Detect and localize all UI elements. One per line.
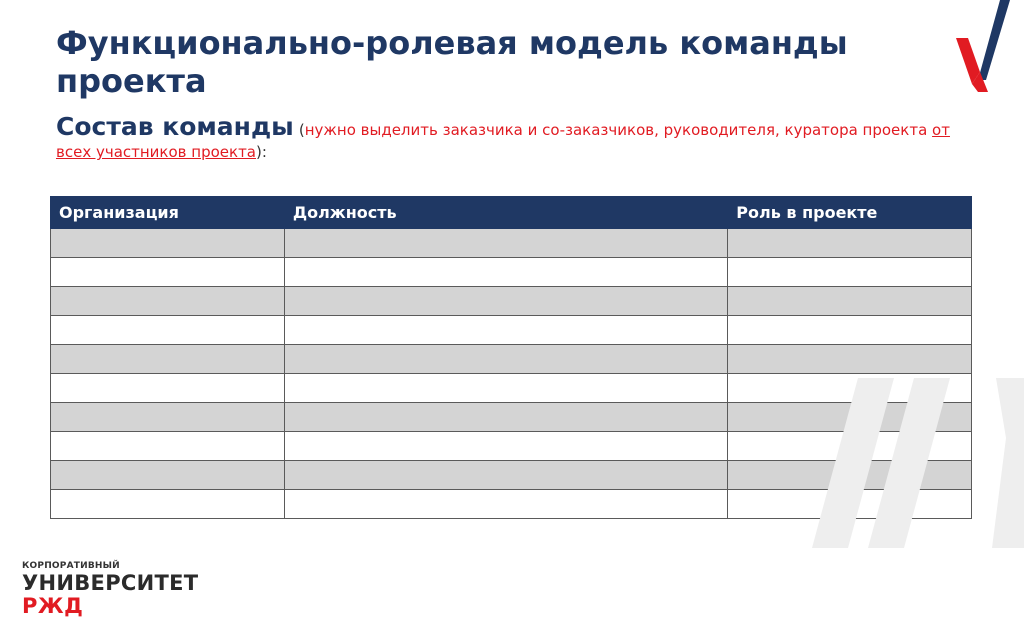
logo-line-corporate: КОРПОРАТИВНЫЙ [22, 561, 120, 571]
table-cell-role[interactable] [728, 345, 972, 374]
table-cell-organization[interactable] [51, 461, 285, 490]
table-cell-position[interactable] [284, 490, 727, 519]
table-cell-role[interactable] [728, 287, 972, 316]
table-cell-organization[interactable] [51, 490, 285, 519]
table-cell-position[interactable] [284, 258, 727, 287]
table-cell-position[interactable] [284, 432, 727, 461]
logo-line-university: УНИВЕРСИТЕТ [22, 571, 199, 595]
note-underlined-text: от всех участников проекта [56, 121, 950, 161]
watermark-graphic [810, 378, 1024, 548]
table-cell-role[interactable] [728, 316, 972, 345]
table-cell-role[interactable] [728, 229, 972, 258]
subtitle-block [56, 112, 986, 163]
slide-title: Функционально-ролевая модель команды проекта [56, 24, 848, 100]
table-cell-position[interactable] [284, 461, 727, 490]
note-open-paren: ( [298, 121, 305, 139]
col-header-position: Должность [284, 197, 727, 229]
table-cell-organization[interactable] [51, 316, 285, 345]
table-cell-organization[interactable] [51, 374, 285, 403]
col-header-role: Роль в проекте [728, 197, 972, 229]
subtitle: Состав команды [56, 112, 294, 141]
table-cell-position[interactable] [284, 345, 727, 374]
brand-mark-icon [952, 0, 1024, 92]
note-text: нужно выделить заказчика и со-заказчиков, руководителя, куратора проекта [304, 121, 933, 139]
table-cell-organization[interactable] [51, 258, 285, 287]
table-cell-position[interactable] [284, 316, 727, 345]
table-cell-role[interactable] [728, 258, 972, 287]
table-cell-organization[interactable] [51, 403, 285, 432]
table-cell-organization[interactable] [51, 229, 285, 258]
table-row [51, 229, 972, 258]
table-cell-position[interactable] [284, 287, 727, 316]
table-row [51, 258, 972, 287]
table-row [51, 345, 972, 374]
table-cell-organization[interactable] [51, 345, 285, 374]
col-header-organization: Организация [51, 197, 285, 229]
table-row [51, 287, 972, 316]
table-cell-organization[interactable] [51, 432, 285, 461]
table-header-row [51, 197, 972, 229]
table-row [51, 316, 972, 345]
note-close: ): [256, 143, 267, 161]
table-cell-organization[interactable] [51, 287, 285, 316]
table-cell-position[interactable] [284, 374, 727, 403]
logo-line-rzd: РЖД [22, 594, 84, 618]
university-logo [22, 560, 198, 618]
table-cell-position[interactable] [284, 229, 727, 258]
table-cell-position[interactable] [284, 403, 727, 432]
